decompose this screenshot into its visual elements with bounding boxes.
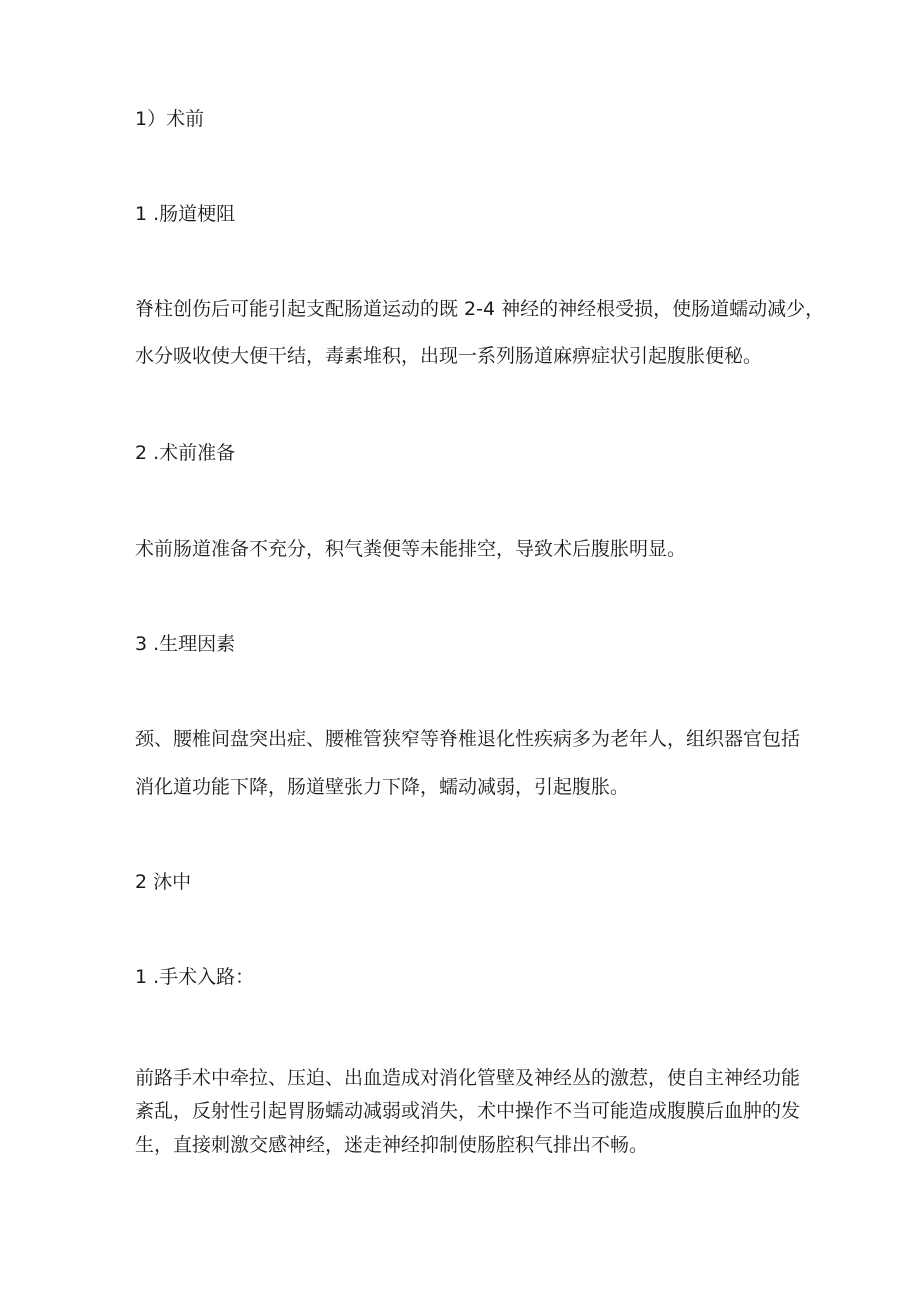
section-heading-intraop: 2 沐中 (135, 871, 192, 893)
paragraph-line: 前路手术中牵拉、压迫、出血造成对消化管壁及神经丛的激惹，使自主神经功能 (135, 1067, 801, 1089)
section-heading-preop: 1）术前 (135, 108, 205, 130)
paragraph-line: 颈、腰椎间盘突出症、腰椎管狭窄等脊椎退化性疾病多为老年人，组织器官包括 (135, 728, 801, 750)
subsection-title-intestinal-obstruction: 1 .肠道梗阻 (135, 203, 236, 225)
subsection-title-preop-preparation: 2 .术前准备 (135, 442, 236, 464)
paragraph-line: 脊柱创伤后可能引起支配肠道运动的既 2-4 神经的神经根受损，使肠道蠕动减少， (135, 298, 825, 320)
paragraph-line: 消化道功能下降，肠道壁张力下降，蠕动减弱，引起腹胀。 (135, 776, 630, 798)
paragraph-line: 紊乱，反射性引起胃肠蠕动减弱或消失，术中操作不当可能造成腹膜后血肿的发 (135, 1100, 801, 1122)
subsection-title-physiological-factors: 3 .生理因素 (135, 633, 236, 655)
paragraph-line: 术前肠道准备不充分，积气粪便等未能排空，导致术后腹胀明显。 (135, 538, 687, 560)
paragraph-line: 水分吸收使大便干结，毒素堆积，出现一系列肠道麻痹症状引起腹胀便秘。 (135, 345, 763, 367)
paragraph-line: 生，直接刺激交感神经，迷走神经抑制使肠腔积气排出不畅。 (135, 1134, 649, 1156)
subsection-title-surgical-approach: 1 .手术入路： (135, 966, 255, 988)
